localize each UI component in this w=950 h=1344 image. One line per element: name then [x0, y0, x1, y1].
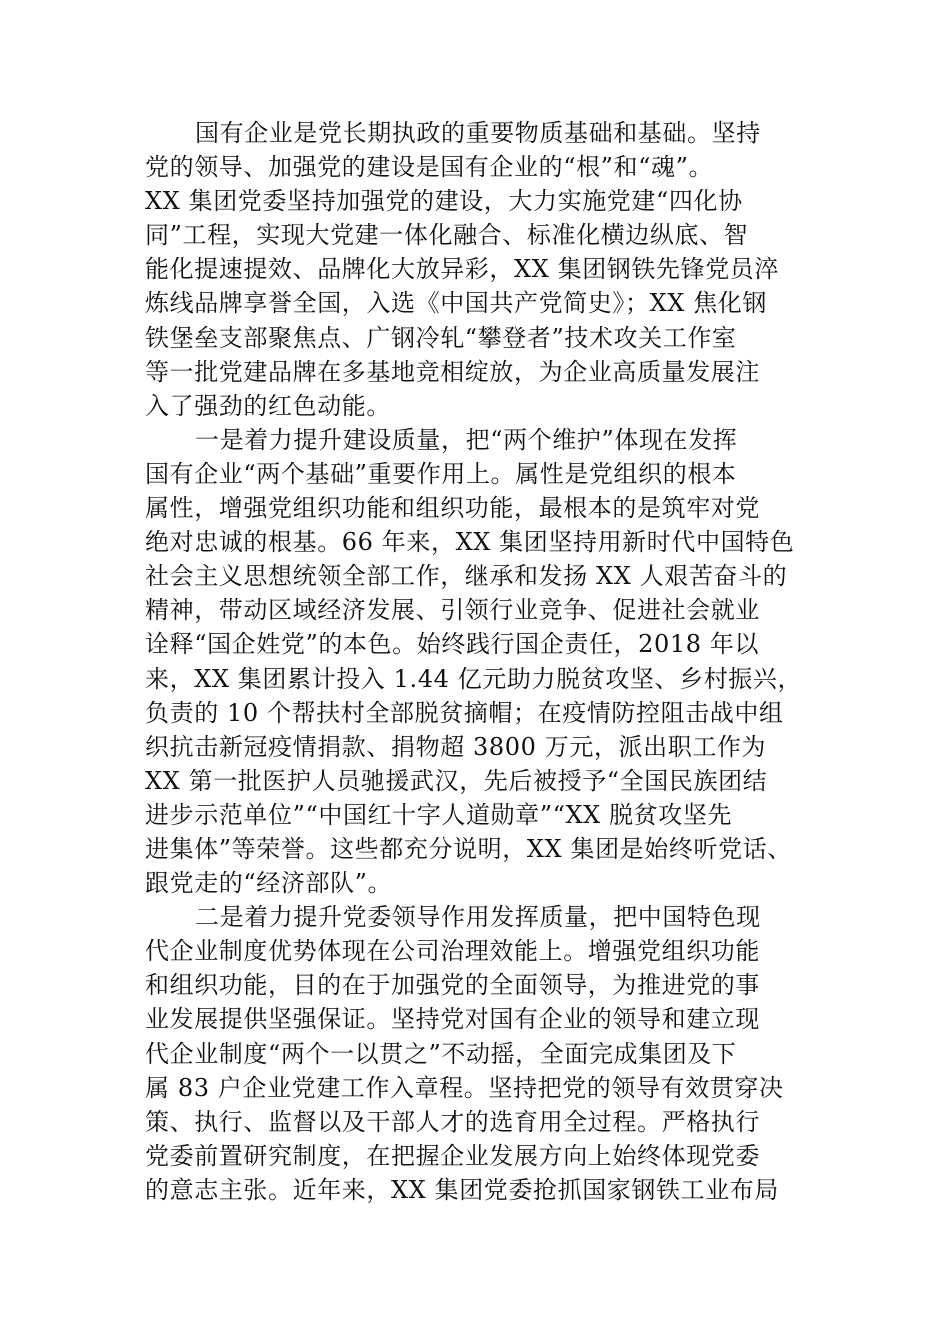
- paragraph-line: 精神，带动区域经济发展、引领行业竞争、促进社会就业: [145, 596, 760, 625]
- paragraph-line: 等一批党建品牌在多基地竞相绽放，为企业高质量发展注: [145, 357, 760, 386]
- paragraph-line: 进步示范单位”“中国红十字人道勋章”“XX 脱贫攻坚先: [145, 800, 733, 829]
- paragraph-line: 代企业制度“两个一以贯之”不动摇，全面完成集团及下: [145, 1039, 737, 1068]
- paragraph-3: [145, 900, 810, 1207]
- paragraph-line: 和组织功能，目的在于加强党的全面领导，为推进党的事: [145, 971, 760, 1000]
- paragraph-line: 铁堡垒支部聚焦点、广钢冷轧“攀登者”技术攻关工作室: [145, 323, 737, 352]
- paragraph-line: 来，XX 集团累计投入 1.44 亿元助力脱贫攻坚、乡村振兴，: [145, 664, 803, 693]
- paragraph-line: 负责的 10 个帮扶村全部脱贫摘帽；在疫情防控阻击战中组: [145, 698, 784, 727]
- paragraph-2: [145, 423, 810, 900]
- paragraph-line: 党委前置研究制度，在把握企业发展方向上始终体现党委: [145, 1141, 760, 1170]
- paragraph-line: 同”工程，实现大党建一体化融合、标准化横边纵底、智: [145, 221, 749, 250]
- paragraph-line: 属性，增强党组织功能和组织功能，最根本的是筑牢对党: [145, 494, 760, 523]
- paragraph-1: [145, 116, 810, 423]
- paragraph-line: 绝对忠诚的根基。66 年来，XX 集团坚持用新时代中国特色: [145, 528, 795, 557]
- body-text: [145, 116, 810, 1207]
- paragraph-line: 党的领导、加强党的建设是国有企业的“根”和“魂”。: [145, 153, 714, 182]
- paragraph-line: XX 集团党委坚持加强党的建设，大力实施党建“四化协: [145, 187, 743, 216]
- paragraph-line: 跟党走的“经济部队”。: [145, 869, 393, 898]
- paragraph-line: 诠释“国企姓党”的本色。始终践行国企责任，2018 年以: [145, 630, 760, 659]
- paragraph-line: 能化提速提效、品牌化大放异彩，XX 集团钢铁先锋党员淬: [145, 255, 779, 284]
- paragraph-line: 策、执行、监督以及干部人才的选育用全过程。严格执行: [145, 1107, 760, 1136]
- paragraph-line: 的意志主张。近年来，XX 集团党委抢抓国家钢铁工业布局: [145, 1175, 779, 1204]
- paragraph-line: 一是着力提升建设质量，把“两个维护”体现在发挥: [195, 425, 738, 454]
- paragraph-line: XX 第一批医护人员驰援武汉，先后被授予“全国民族团结: [145, 766, 768, 795]
- paragraph-line: 进集体”等荣誉。这些都充分说明，XX 集团是始终听党话、: [145, 834, 792, 863]
- paragraph-line: 织抗击新冠疫情捐款、捐物超 3800 万元，派出职工作为: [145, 732, 767, 761]
- paragraph-line: 属 83 户企业党建工作入章程。坚持把党的领导有效贯穿决: [145, 1073, 784, 1102]
- paragraph-line: 业发展提供坚强保证。坚持党对国有企业的领导和建立现: [145, 1005, 760, 1034]
- paragraph-line: 入了强劲的红色动能。: [145, 391, 391, 420]
- paragraph-line: 国有企业是党长期执政的重要物质基础和基础。坚持: [195, 119, 761, 147]
- paragraph-line: 代企业制度优势体现在公司治理效能上。增强党组织功能: [145, 937, 760, 966]
- paragraph-line: 国有企业“两个基础”重要作用上。属性是党组织的根本: [145, 459, 737, 488]
- paragraph-line: 社会主义思想统领全部工作，继承和发扬 XX 人艰苦奋斗的: [145, 562, 788, 591]
- paragraph-line: 二是着力提升党委领导作用发挥质量，把中国特色现: [195, 903, 761, 932]
- paragraph-line: 炼线品牌享誉全国，入选《中国共产党简史》；XX 焦化钢: [145, 289, 767, 318]
